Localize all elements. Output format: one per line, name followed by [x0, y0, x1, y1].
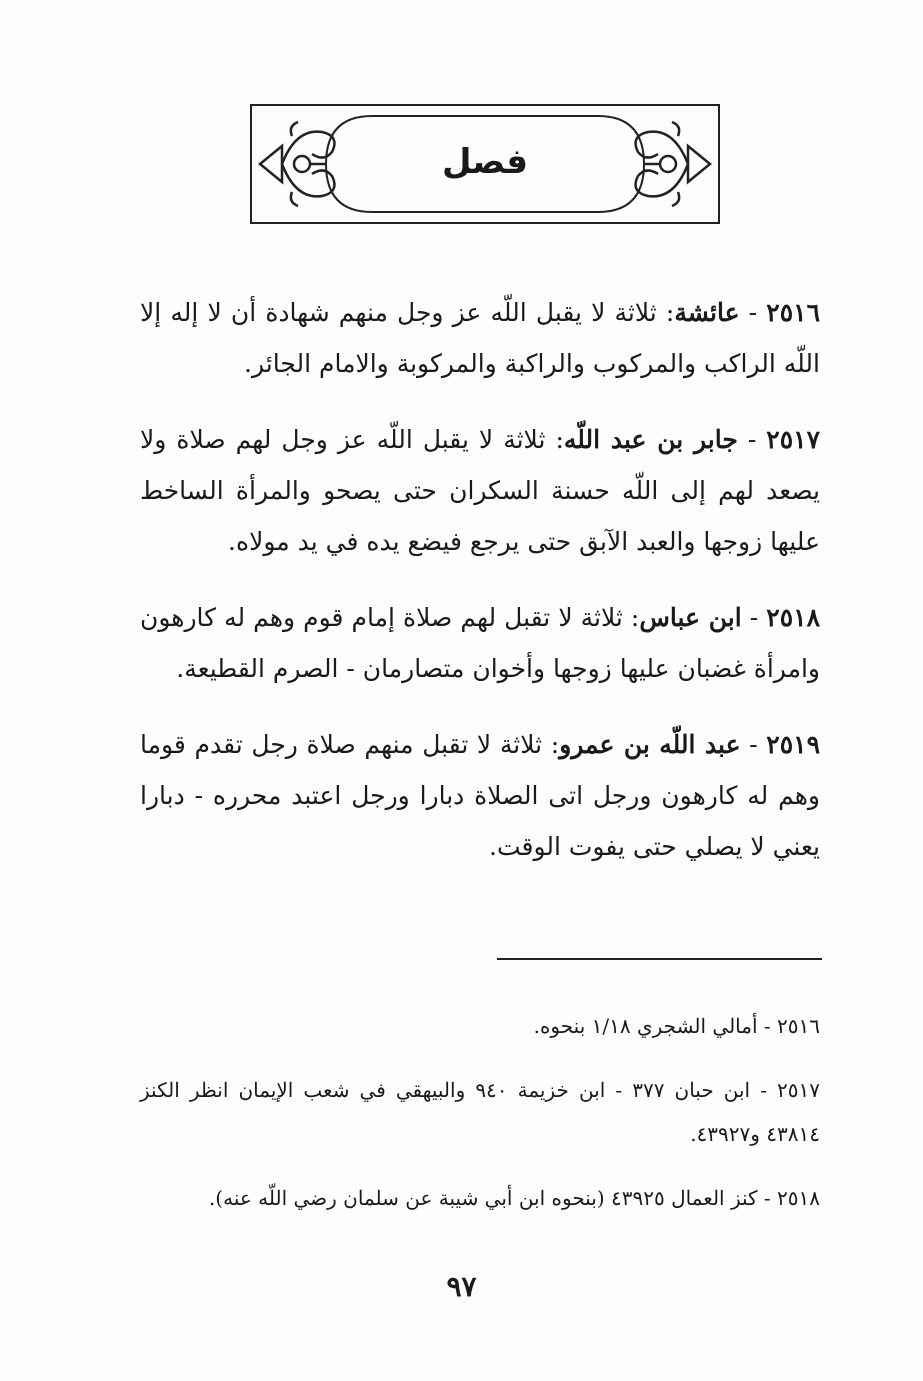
footnote-text: كنز العمال ٤٣٩٢٥ (بنحوه ابن أبي شيبة عن سلمان رضي اللّه عنه). — [208, 1186, 758, 1210]
main-text — [140, 262, 820, 890]
footnote: ٢٥١٨ - كنز العمال ٤٣٩٢٥ (بنحوه ابن أبي شيبة عن سلمان رضي اللّه عنه). — [208, 1186, 820, 1210]
entry-number: ٢٥١٨ — [766, 603, 821, 632]
entry-text: ثلاثة لا تقبل منهم صلاة رجل تقدم قوما وهم له كارهون ورجل اتى الصلاة دبارا ورجل اعتبد محرره - دبارا يعني لا يصلي حتى يفوت الوقت. — [140, 730, 820, 861]
hadith-entry: ٢٥١٦ - عائشة: ثلاثة لا يقبل اللّه عز وجل منهم شهادة أن لا إله إلا اللّه الراكب والمركوب والراكبة والمركوبة والامام الجائر. — [140, 298, 820, 378]
entry-number: ٢٥١٧ — [766, 425, 821, 454]
footnote-text: ابن حبان ٣٧٧ - ابن خزيمة ٩٤٠ والبيهقي في شعب الإيمان انظر الكنز ٤٣٨١٤ و٤٣٩٢٧. — [140, 1078, 820, 1146]
footnote: ٢٥١٧ - ابن حبان ٣٧٧ - ابن خزيمة ٩٤٠ والبيهقي في شعب الإيمان انظر الكنز ٤٣٨١٤ و٤٣٩٢٧. — [140, 1078, 820, 1146]
footnote-number: ٢٥١٧ — [777, 1078, 820, 1102]
page-number: ٩٧ — [446, 1270, 477, 1303]
entry-narrator: ابن عباس — [639, 603, 742, 632]
entry-narrator: عبد اللّه بن عمرو — [559, 730, 741, 759]
hadith-entry: ٢٥١٩ - عبد اللّه بن عمرو: ثلاثة لا تقبل منهم صلاة رجل تقدم قوما وهم له كارهون ورجل اتى الصلاة دبارا ورجل اعتبد محرره - دبارا يعني لا يصلي حتى يفوت الوقت. — [140, 730, 820, 861]
entry-text: ثلاثة لا يقبل اللّه عز وجل لهم صلاة ولا يصعد لهم إلى اللّه حسنة السكران حتى يصحو والمرأة الساخط عليها زوجها والعبد الآبق حتى يرجع فيضع يده في يد مولاه. — [140, 425, 820, 556]
hadith-entry: ٢٥١٨ - ابن عباس: ثلاثة لا تقبل لهم صلاة إمام قوم وهم له كارهون وامرأة غضبان عليها زوجها وأخوان متصارمان - الصرم القطيعة. — [140, 603, 821, 683]
entry-narrator: عائشة — [674, 298, 740, 327]
entry-narrator: جابر بن عبد اللّه — [563, 425, 738, 454]
footnote-number: ٢٥١٨ — [777, 1186, 820, 1210]
chapter-header-frame — [250, 104, 720, 224]
entry-number: ٢٥١٩ — [766, 730, 820, 759]
hadith-entry: ٢٥١٧ - جابر بن عبد اللّه: ثلاثة لا يقبل اللّه عز وجل لهم صلاة ولا يصعد لهم إلى اللّه حسنة السكران حتى يصحو والمرأة الساخط عليها زوجها والعبد الآبق حتى يرجع فيضع يده في يد مولاه. — [140, 425, 821, 556]
entry-text: ثلاثة لا يقبل اللّه عز وجل منهم شهادة أن لا إله إلا اللّه الراكب والمركوب والراكبة والمركوبة والامام الجائر. — [140, 298, 820, 378]
footnotes — [140, 984, 820, 1232]
footnote-text: أمالي الشجري ١/١٨ بنحوه. — [533, 1014, 758, 1038]
entry-number: ٢٥١٦ — [766, 298, 820, 327]
footnote: ٢٥١٦ - أمالي الشجري ١/١٨ بنحوه. — [533, 1014, 820, 1038]
footnote-divider — [497, 958, 822, 960]
footnote-number: ٢٥١٦ — [777, 1014, 820, 1038]
entry-text: ثلاثة لا تقبل لهم صلاة إمام قوم وهم له كارهون وامرأة غضبان عليها زوجها وأخوان متصارمان - الصرم القطيعة. — [140, 603, 820, 683]
chapter-title: فصل — [441, 142, 529, 182]
